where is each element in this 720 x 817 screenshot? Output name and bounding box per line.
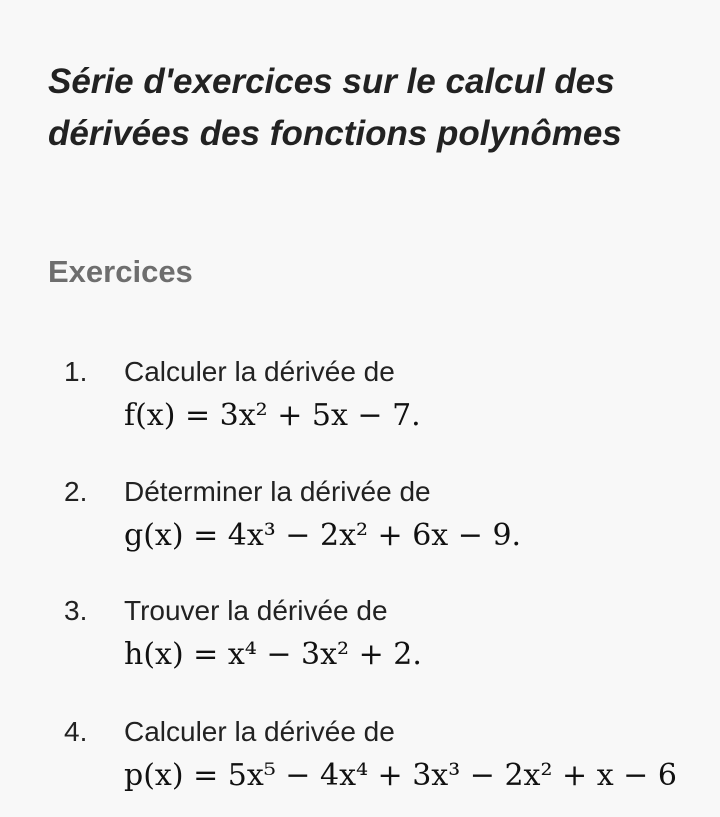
exercise-formula: h(x) = x⁴ − 3x² + 2. (124, 637, 422, 672)
exercise-instruction: Déterminer la dérivée de (124, 476, 431, 507)
exercise-instruction: Calculer la dérivée de (124, 356, 395, 387)
exercise-formula: f(x) = 3x² + 5x − 7. (124, 398, 421, 433)
exercise-formula: p(x) = 5x⁵ − 4x⁴ + 3x³ − 2x² + x − 6 (124, 758, 677, 793)
exercise-number: 4. (64, 716, 88, 747)
exercise-instruction: Trouver la dérivée de (124, 595, 388, 626)
exercise-number: 3. (64, 595, 88, 626)
exercise-formula: g(x) = 4x³ − 2x² + 6x − 9. (124, 518, 522, 553)
exercise-number: 2. (64, 476, 88, 507)
section-heading: Exercices (48, 254, 193, 289)
page-title: Série d'exercices sur le calcul des dérivées des fonctions polynômes (48, 62, 622, 153)
exercise-number: 1. (64, 356, 88, 387)
exercise-instruction: Calculer la dérivée de (124, 716, 395, 747)
